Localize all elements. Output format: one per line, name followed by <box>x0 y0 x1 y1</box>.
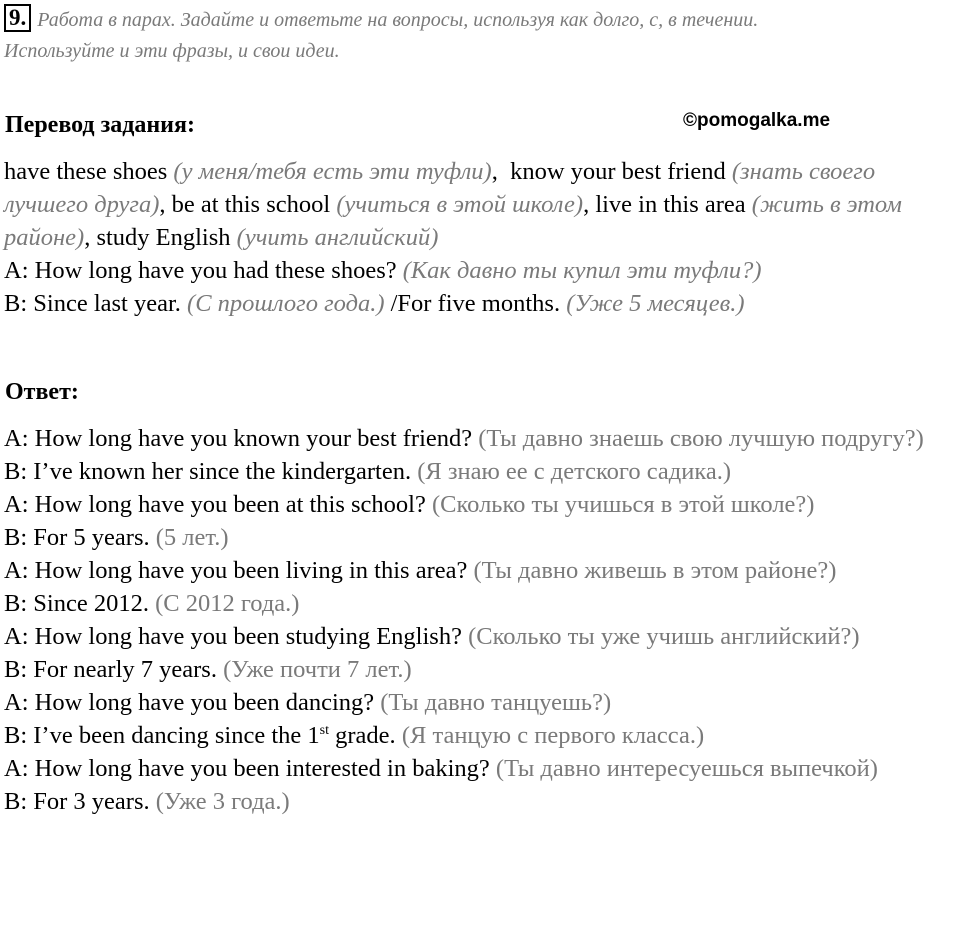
answer-ru: (С 2012 года.) <box>155 590 300 617</box>
answer-line <box>4 521 959 554</box>
answer-line <box>4 422 959 455</box>
example-b-en-2: /For five months. <box>390 290 561 317</box>
task-instruction-text-1: Работа в парах. Задайте и ответьте на вопросы, используя как долго, с, в течении. <box>37 9 759 31</box>
example-line-a <box>4 254 959 287</box>
task-instruction-line-1 <box>4 4 954 36</box>
answer-en: A: How long have you been studying English? <box>4 623 462 650</box>
task-header <box>4 4 954 67</box>
answer-line <box>4 488 959 521</box>
answer-line <box>4 620 959 653</box>
answer-ru: (5 лет.) <box>155 524 229 551</box>
answer-en: B: For 5 years. <box>4 524 150 551</box>
answer-en: A: How long have you been living in this area? <box>4 557 468 584</box>
answer-en: B: I’ve known her since the kindergarten. <box>4 458 412 485</box>
answer-ru: (Я знаю ее с детского садика.) <box>417 458 732 485</box>
answer-ru: (Сколько ты учишься в этой школе?) <box>431 491 815 518</box>
answer-ru: (Ты давно живешь в этом районе?) <box>473 557 837 584</box>
phrase-ru: (учиться в этой школе) <box>336 191 584 218</box>
example-b-en-1: B: Since last year. <box>4 290 181 317</box>
watermark: ©pomogalka.me <box>683 110 831 131</box>
answer-en: B: Since 2012. <box>4 590 149 617</box>
task-instruction-line-2: Используйте и эти фразы, и свои идеи. <box>4 40 340 62</box>
answer-ru: (Ты давно танцуешь?) <box>380 689 612 716</box>
translation-block <box>4 155 959 320</box>
task-number: 9. <box>4 4 31 32</box>
answer-en: A: How long have you been at this school? <box>4 491 426 518</box>
example-b-ru-1: (С прошлого года.) <box>187 290 385 317</box>
phrase-en: study English <box>96 224 231 251</box>
answer-en: B: For nearly 7 years. <box>4 656 217 683</box>
answer-en: A: How long have you been dancing? <box>4 689 375 716</box>
phrase-en: have these shoes <box>4 158 168 185</box>
answer-ru: (Ты давно знаешь свою лучшую подругу?) <box>478 425 924 452</box>
answer-block <box>4 422 959 818</box>
answer-line <box>4 719 959 752</box>
answer-ru: (Сколько ты уже учишь английский?) <box>468 623 860 650</box>
answer-ru: (Я танцую с первого класса.) <box>401 722 705 749</box>
answer-line <box>4 752 959 785</box>
phrase-list: have these shoes (у меня/тебя есть эти туфли), know your best friend (знать своего лучшего друга), be at this school (учиться в этой школе), live in this area (жить в этом районе), study English (учить английский) <box>4 158 902 251</box>
ordinal-suffix: st <box>319 722 330 738</box>
example-a-en: A: How long have you had these shoes? <box>4 257 397 284</box>
answer-line <box>4 653 959 686</box>
phrase-ru: (жить в этом районе) <box>4 191 902 251</box>
answer-line <box>4 455 959 488</box>
answer-en: A: How long have you been interested in baking? <box>4 755 490 782</box>
answer-line <box>4 554 959 587</box>
answer-ru: (Уже почти 7 лет.) <box>223 656 412 683</box>
phrase-en: be at this school <box>171 191 331 218</box>
phrase-ru: (знать своего лучшего друга) <box>4 158 876 218</box>
answer-ru: (Ты давно интересуешься выпечкой) <box>495 755 878 782</box>
example-b-ru-2: (Уже 5 месяцев.) <box>566 290 745 317</box>
answer-section-title: Ответ: <box>5 379 79 405</box>
example-line-b <box>4 287 959 320</box>
phrase-ru: (учить английский) <box>236 224 439 251</box>
phrase-en: live in this area <box>595 191 746 218</box>
answer-en: B: For 3 years. <box>4 788 150 815</box>
phrase-ru: (у меня/тебя есть эти туфли) <box>173 158 492 185</box>
phrase-en: know your best friend <box>510 158 726 185</box>
answer-line <box>4 785 959 818</box>
translation-section-title: Перевод задания: <box>5 112 195 138</box>
example-a-ru: (Как давно ты купил эти туфли?) <box>402 257 762 284</box>
answer-en: B: I’ve been dancing since the 1 <box>4 722 320 749</box>
answer-en-tail: grade. <box>329 722 396 749</box>
answer-line <box>4 686 959 719</box>
answer-ru: (Уже 3 года.) <box>155 788 290 815</box>
answer-en: A: How long have you known your best friend? <box>4 425 473 452</box>
answer-line <box>4 587 959 620</box>
